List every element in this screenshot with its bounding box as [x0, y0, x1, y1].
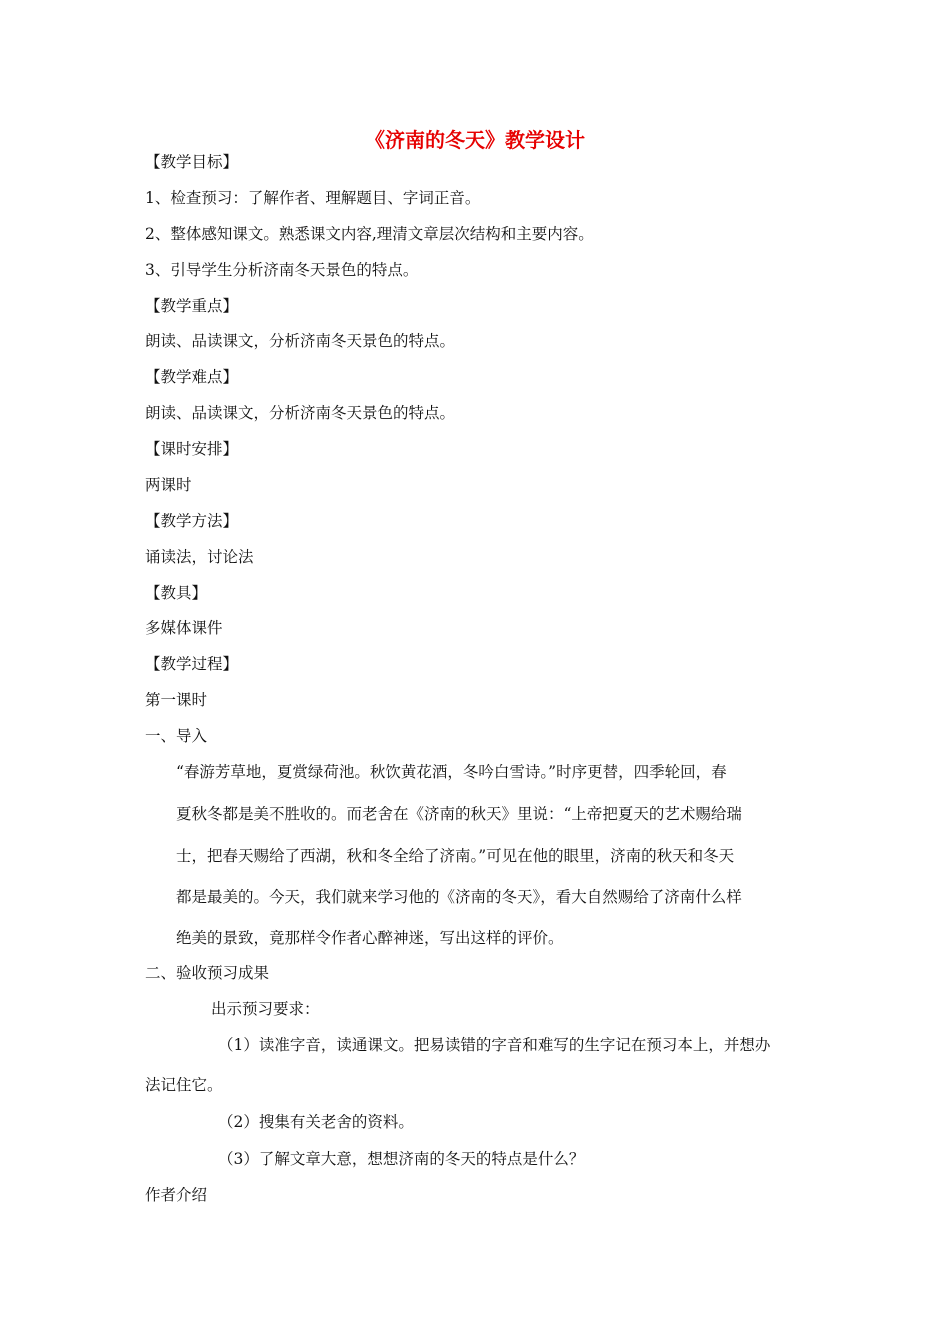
- difficult-points-text: 朗读、品读课文，分析济南冬天景色的特点。: [145, 404, 456, 422]
- requirement-1-continued: 法记住它。: [145, 1076, 223, 1094]
- key-points-text: 朗读、品读课文，分析济南冬天景色的特点。: [145, 332, 456, 350]
- heading-process: 【教学过程】: [145, 655, 239, 673]
- section-intro-heading: 一、导入: [145, 727, 208, 745]
- heading-method: 【教学方法】: [145, 512, 239, 530]
- heading-key-points: 【教学重点】: [145, 297, 239, 315]
- author-intro-heading: 作者介绍: [145, 1186, 208, 1204]
- intro-paragraph-line: 士，把春天赐给了西湖，秋和冬全给了济南。”可见在他的眼里，济南的秋天和冬天: [176, 847, 735, 865]
- goal-1: 1、检查预习：了解作者、理解题目、字词正音。: [145, 189, 481, 207]
- tools-text: 多媒体课件: [145, 619, 223, 637]
- goal-3: 3、引导学生分析济南冬天景色的特点。: [145, 261, 419, 279]
- document-title: 《济南的冬天》教学设计: [365, 128, 585, 152]
- requirement-3: （3）了解文章大意，想想济南的冬天的特点是什么？: [218, 1150, 585, 1168]
- goal-2: 2、整体感知课文。熟悉课文内容,理清文章层次结构和主要内容。: [145, 225, 594, 243]
- requirement-2: （2）搜集有关老舍的资料。: [218, 1113, 414, 1131]
- requirement-1: （1）读准字音，读通课文。把易读错的字音和难写的生字记在预习本上，并想办: [218, 1036, 771, 1054]
- heading-tools: 【教具】: [145, 584, 208, 602]
- intro-paragraph-line: “春游芳草地，夏赏绿荷池。秋饮黄花酒，冬吟白雪诗。”时序更替，四季轮回，春: [176, 763, 727, 781]
- heading-teaching-goals: 【教学目标】: [145, 153, 239, 171]
- method-text: 诵读法，讨论法: [145, 548, 254, 566]
- schedule-text: 两课时: [145, 476, 192, 494]
- intro-paragraph-line: 都是最美的。今天，我们就来学习他的《济南的冬天》，看大自然赐给了济南什么样: [176, 888, 742, 906]
- intro-paragraph-line: 夏秋冬都是美不胜收的。而老舍在《济南的秋天》里说：“上帝把夏天的艺术赐给瑞: [176, 805, 742, 823]
- lesson-one-label: 第一课时: [145, 691, 208, 709]
- intro-paragraph-line: 绝美的景致，竟那样令作者心醉神迷，写出这样的评价。: [176, 929, 564, 947]
- heading-schedule: 【课时安排】: [145, 440, 239, 458]
- section-preview-heading: 二、验收预习成果: [145, 964, 270, 982]
- preview-requirements-label: 出示预习要求：: [211, 1000, 320, 1018]
- heading-difficult-points: 【教学难点】: [145, 368, 239, 386]
